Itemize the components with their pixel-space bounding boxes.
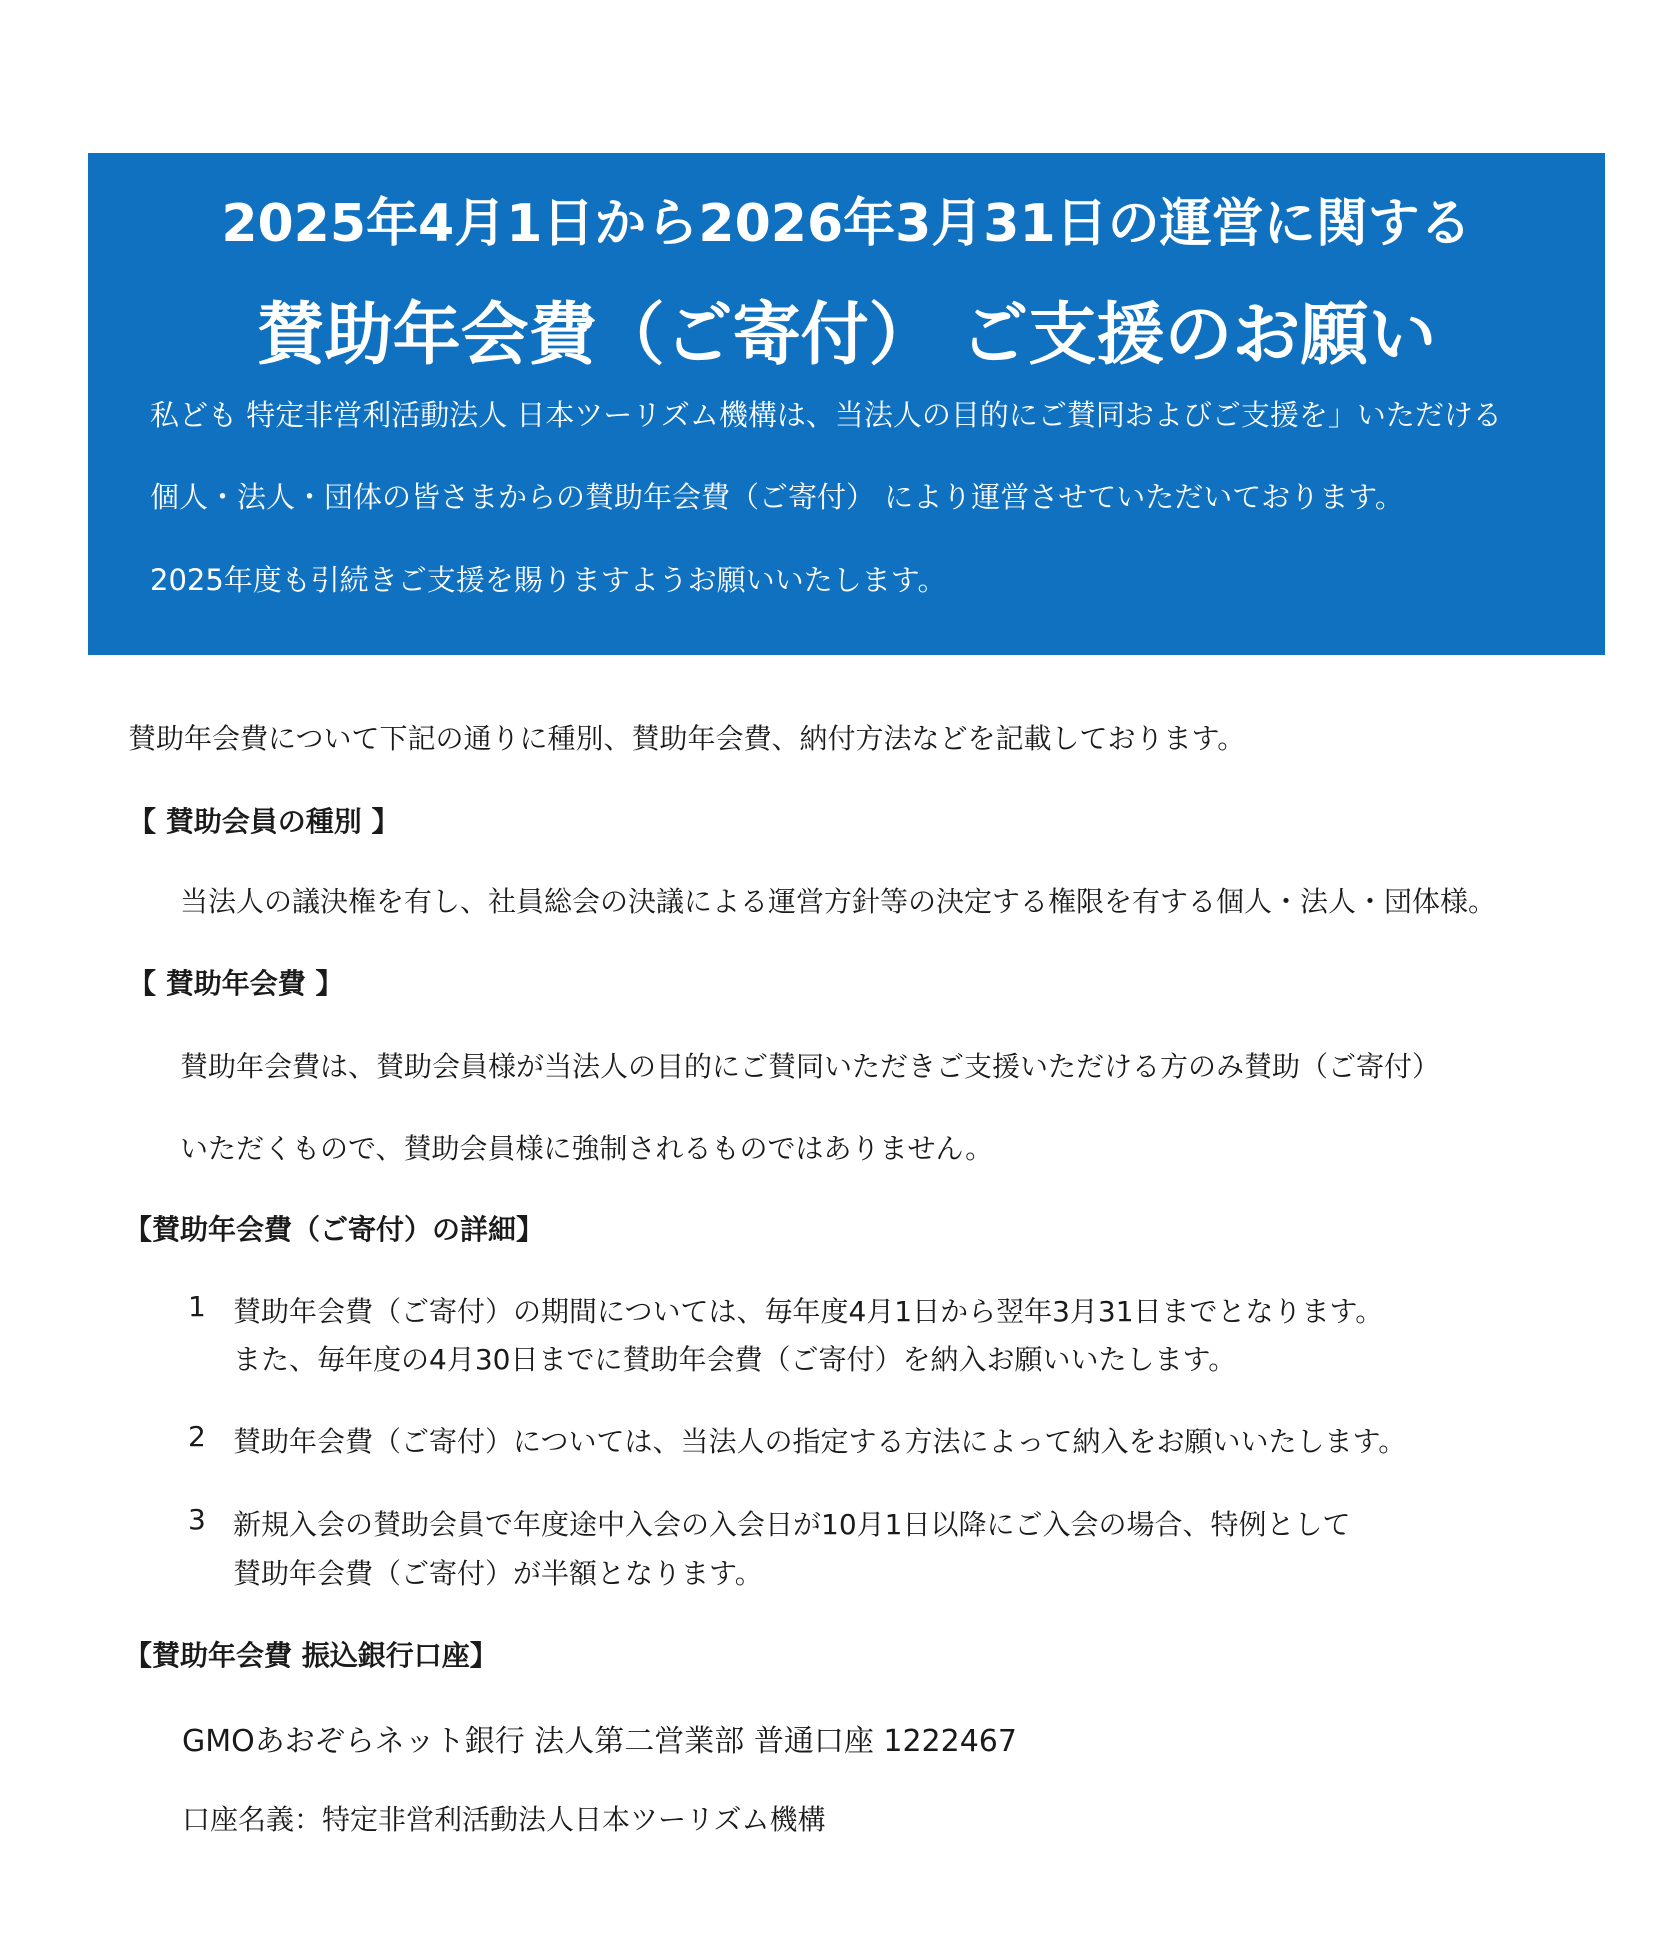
banner-title-main: 賛助年会費（ご寄付） ご支援のお願い	[256, 296, 1437, 375]
header-banner	[88, 153, 1605, 655]
banner-intro-line: 私ども 特定非営利活動法人 日本ツーリズム機構は、当法人の目的にご賛同およびご支援を」いただける	[150, 398, 1502, 432]
detail-item-line: 賛助年会費（ご寄付）については、当法人の指定する方法によって納入をお願いいたします。	[233, 1425, 1407, 1458]
detail-item-number: 1	[188, 1290, 206, 1323]
detail-item-line: 賛助年会費（ご寄付）が半額となります。	[233, 1557, 763, 1590]
fee-text-line: いただくもので、賛助会員様に強制されるものではありません。	[180, 1132, 994, 1165]
banner-intro-line: 2025年度も引続きご支援を賜りますようお願いいたします。	[150, 563, 947, 597]
membership-text: 当法人の議決権を有し、社員総会の決議による運営方針等の決定する権限を有する個人・法人・団体様。	[180, 885, 1497, 918]
bank-account: GMOあおぞらネット銀行 法人第二営業部 普通口座 1222467	[182, 1724, 1017, 1759]
detail-item-number: 2	[188, 1420, 206, 1453]
detail-item-line: また、毎年度の4月30日までに賛助年会費（ご寄付）を納入お願いいたします。	[233, 1343, 1237, 1376]
bank-account-holder: 口座名義：特定非営利活動法人日本ツーリズム機構	[182, 1803, 826, 1836]
detail-item-number: 3	[188, 1503, 206, 1536]
detail-item-line: 賛助年会費（ご寄付）の期間については、毎年度4月1日から翌年3月31日までとなります。	[233, 1295, 1384, 1328]
membership-heading: 【 賛助会員の種別 】	[128, 805, 400, 838]
details-heading: 【賛助年会費（ご寄付）の詳細】	[124, 1213, 545, 1246]
banner-intro-line: 個人・法人・団体の皆さまからの賛助年会費（ご寄付） により運営させていただいております。	[150, 480, 1404, 514]
banner-title-period: 2025年4月1日から2026年3月31日の運営に関する	[221, 194, 1472, 254]
bank-heading: 【賛助年会費 振込銀行口座】	[124, 1639, 498, 1672]
detail-item-line: 新規入会の賛助会員で年度途中入会の入会日が10月1日以降にご入会の場合、特例として	[233, 1508, 1351, 1541]
lead-text: 賛助年会費について下記の通りに種別、賛助年会費、納付方法などを記載しております。	[128, 722, 1246, 755]
fee-heading: 【 賛助年会費 】	[128, 967, 344, 1000]
fee-text-line: 賛助年会費は、賛助会員様が当法人の目的にご賛同いただきご支援いただける方のみ賛助（ご寄付）	[180, 1050, 1441, 1083]
